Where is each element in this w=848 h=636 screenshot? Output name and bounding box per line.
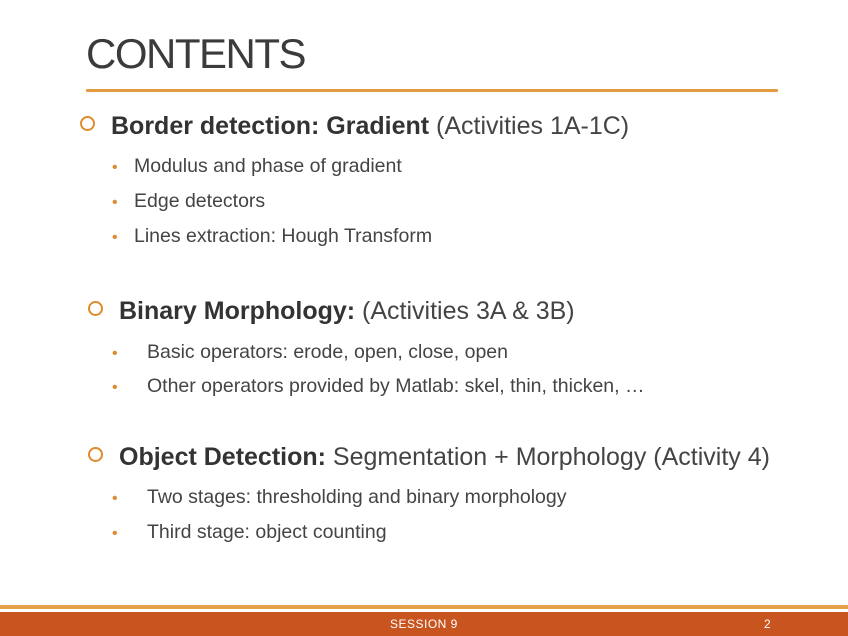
circle-bullet-icon [80, 116, 95, 131]
list-item [112, 486, 770, 509]
bullet-dot-icon: • [112, 159, 118, 176]
footer-bar [0, 612, 848, 636]
bullet-dot-icon: • [112, 525, 118, 542]
list-item-text: Edge detectors [134, 190, 266, 212]
list-item-text: Lines extraction: Hough Transform [134, 225, 433, 247]
list-item [112, 341, 645, 364]
section-heading-bold: Border detection: Gradient [111, 112, 430, 140]
list-item-text: Basic operators: erode, open, close, open [147, 341, 508, 363]
list-item-text: Third stage: object counting [147, 521, 387, 543]
section-object-detection [88, 443, 770, 544]
list-item [112, 155, 629, 178]
list-item [112, 225, 629, 248]
list-item [112, 521, 770, 544]
footer-session-label: SESSION 9 [390, 617, 458, 631]
list-item-text: Two stages: thresholding and binary morphology [147, 486, 567, 508]
title-underline [86, 89, 778, 92]
circle-bullet-icon [88, 447, 103, 462]
section-heading-rest: (Activities 3A & 3B) [355, 297, 575, 325]
page-number: 2 [764, 617, 771, 631]
section-border-detection [80, 112, 629, 248]
bullet-dot-icon: • [112, 194, 118, 211]
list-item-text: Other operators provided by Matlab: skel, thin, thicken, … [147, 375, 645, 397]
section-heading [80, 112, 629, 141]
list-item [112, 375, 645, 398]
footer-accent-line [0, 605, 848, 609]
bullet-dot-icon: • [112, 229, 118, 246]
section-heading [88, 297, 645, 326]
bullet-dot-icon: • [112, 490, 118, 507]
slide-title: CONTENTS [86, 30, 305, 77]
section-heading-rest: (Activities 1A-1C) [429, 112, 630, 140]
section-heading-bold: Object Detection: [119, 443, 326, 471]
section-binary-morphology [88, 297, 645, 398]
section-heading-rest: Segmentation + Morphology (Activity 4) [325, 443, 770, 471]
section-heading-bold: Binary Morphology: [119, 297, 356, 325]
circle-bullet-icon [88, 301, 103, 316]
bullet-dot-icon: • [112, 379, 118, 396]
section-heading [88, 443, 770, 472]
list-item-text: Modulus and phase of gradient [134, 155, 402, 177]
bullet-dot-icon: • [112, 345, 118, 362]
list-item [112, 190, 629, 213]
